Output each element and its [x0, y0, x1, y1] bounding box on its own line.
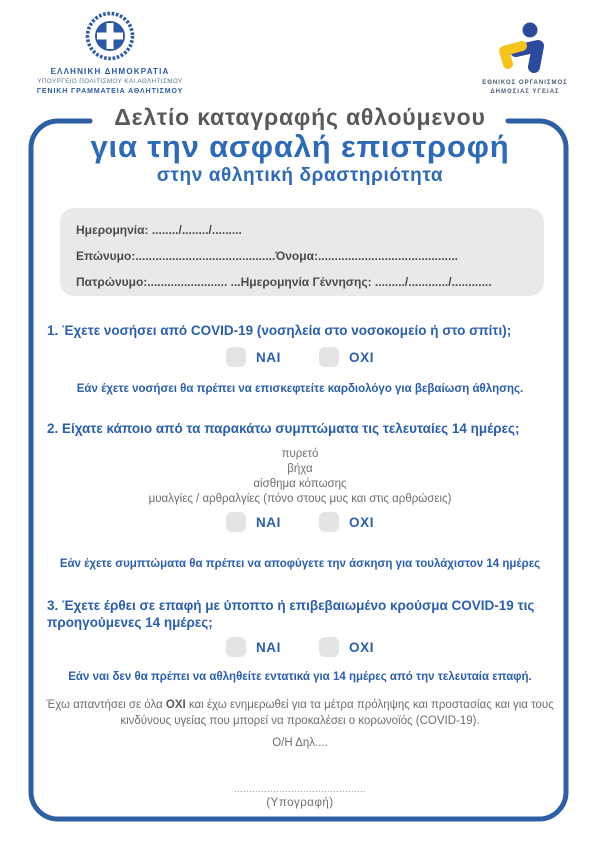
date-field[interactable]: Ημερομηνία: ......../......../.........: [76, 223, 242, 237]
q2-no-checkbox[interactable]: [319, 512, 339, 532]
form-title-line2: για την ασφαλή επιστροφή: [90, 129, 510, 164]
q1-no-checkbox[interactable]: [319, 347, 339, 367]
q3-yes-label: ΝΑΙ: [255, 639, 281, 655]
form-title-line3: στην αθλητική δραστηριότητα: [156, 165, 444, 186]
symptom-item-fever: πυρετό: [281, 448, 319, 460]
q2-yes-label: ΝΑΙ: [255, 514, 281, 530]
hellenic-republic-header: [36, 10, 184, 97]
surname-name-field[interactable]: Επώνυμο:..........................................Όνομα:..........................................: [76, 249, 458, 263]
patronym-birthdate-field[interactable]: Πατρώνυμο:........................ ...Ημερομηνία Γέννησης: ........./............/............: [76, 275, 492, 289]
symptom-item-cough: βήχα: [287, 463, 313, 475]
eody-header-line1: ΕΘΝΙΚΟΣ ΟΡΓΑΝΙΣΜΟΣ: [482, 80, 568, 86]
gov-header-line3: ΓΕΝΙΚΗ ΓΡΑΜΜΑΤΕΙΑ ΑΘΛΗΤΙΣΜΟΥ: [36, 88, 184, 95]
question-2-options: [0, 512, 600, 532]
gov-header-line1: ΕΛΛΗΝΙΚΗ ΔΗΜΟΚΡΑΤΙΑ: [50, 67, 170, 76]
eody-logo-icon: [489, 20, 561, 76]
form-title-line1: Δελτίο καταγραφής αθλούμενου: [114, 104, 486, 130]
question-2-text: 2. Είχατε κάποιο από τα παρακάτω συμπτώματα τις τελευταίες 14 ημέρες;: [47, 421, 520, 436]
question-3-options: [0, 637, 600, 657]
form-title: [0, 104, 600, 187]
q3-yes-checkbox[interactable]: [226, 637, 246, 657]
question-1-text: 1. Έχετε νοσήσει από COVID-19 (νοσηλεία στο νοσοκομείο ή στο σπίτι);: [47, 323, 512, 338]
symptom-item-fatigue: αίσθημα κόπωσης: [253, 478, 347, 490]
hellenic-republic-emblem-icon: [84, 10, 136, 62]
declaration-bold-no: ΟΧΙ: [165, 699, 186, 711]
q2-no-label: ΟΧΙ: [349, 514, 375, 530]
q1-yes-checkbox[interactable]: [226, 347, 246, 367]
symptom-item-myalgia: μυαλγίες / αρθραλγίες (πόνο στους μυς και στις αρθρώσεις): [148, 493, 452, 505]
declaration-text: [45, 697, 555, 729]
question-3-note: Εάν ναι δεν θα πρέπει να αθληθείτε εντατικά για 14 ημέρες από την τελευταία επαφή.: [68, 671, 532, 683]
q2-yes-checkbox[interactable]: [226, 512, 246, 532]
question-2-note: Εάν έχετε συμπτώματα θα πρέπει να αποφύγετε την άσκηση για τουλάχιστον 14 ημέρες: [59, 558, 541, 570]
signature-label: (Υπογραφή): [266, 797, 334, 809]
q1-yes-label: ΝΑΙ: [255, 349, 281, 365]
declaration-part1: Έχω απαντήσει σε όλα: [46, 699, 166, 711]
q3-no-label: ΟΧΙ: [349, 639, 375, 655]
question-3-text: 3. Έχετε έρθει σε επαφή με ύποπτο ή επιβεβαιωμένο κρούσμα COVID-19 τις προηγούμενες 14 ημέρες;: [47, 598, 535, 630]
gov-header-line2: ΥΠΟΥΡΓΕΙΟ ΠΟΛΙΤΙΣΜΟΥ ΚΑΙ ΑΘΛΗΤΙΣΜΟΥ: [37, 78, 183, 85]
eody-header: [462, 20, 588, 97]
eody-header-line2: ΔΗΜΟΣΙΑΣ ΥΓΕΙΑΣ: [490, 89, 560, 95]
personal-info-box: [60, 208, 544, 296]
question-1-note: Εάν έχετε νοσήσει θα πρέπει να επισκεφτείτε καρδιολόγο για βεβαίωση άθλησης.: [76, 383, 524, 395]
q3-no-checkbox[interactable]: [319, 637, 339, 657]
declaration-part2: και έχω ενημερωθεί για τα μέτρα πρόληψης και προστασίας και για τους κινδύνους υγείας που μπορεί να προκαλέσει ο κορωνοϊός (COVID-19).: [120, 699, 554, 727]
symptom-list: [40, 447, 560, 507]
signature-field[interactable]: ............................................: [233, 784, 367, 794]
question-1-options: [0, 347, 600, 367]
q1-no-label: ΟΧΙ: [349, 349, 375, 365]
declarant-line: Ο/Η Δηλ....: [272, 737, 328, 749]
